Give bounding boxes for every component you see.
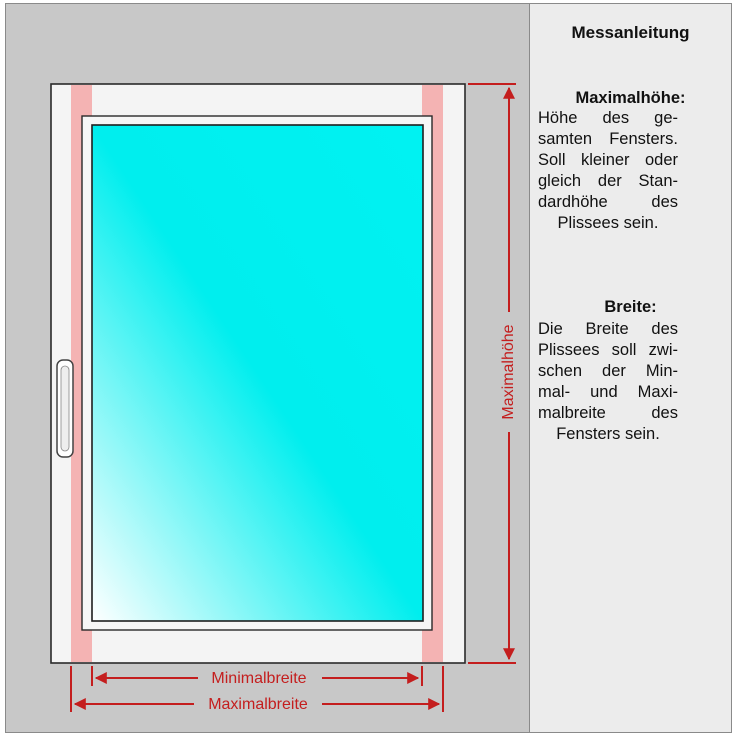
text-line: samten Fensters. [538,130,678,148]
min-width-label: Minimalbreite [211,670,307,687]
text-line: Soll kleiner oder [538,151,678,169]
text-line: Plissees sein. [557,214,659,232]
text-line: Plissees soll zwi- [538,341,678,359]
width-text [538,319,678,445]
text-line: gleich der Stan- [538,172,678,190]
width-title: Breite: [604,298,657,316]
text-line: Höhe des ge- [538,109,678,127]
max-height-title: Maximalhöhe: [575,89,686,107]
min-width-dimension [92,666,422,687]
max-height-label: Maximalhöhe [500,324,518,420]
window-handle [57,360,73,457]
text-line: schen der Min- [538,362,678,380]
window-glass [92,125,423,621]
text-line: Fensters sein. [556,425,660,443]
max-height-dimension [468,84,517,663]
instructions-panel [529,3,732,733]
max-height-text [538,108,678,234]
panel-heading: Messanleitung [571,23,690,42]
text-line: mal- und Maxi- [538,383,678,401]
max-width-label: Maximalbreite [208,696,308,713]
text-line: dardhöhe des [538,193,678,211]
text-line: malbreite des [538,404,678,422]
text-line: Die Breite des [538,320,678,338]
